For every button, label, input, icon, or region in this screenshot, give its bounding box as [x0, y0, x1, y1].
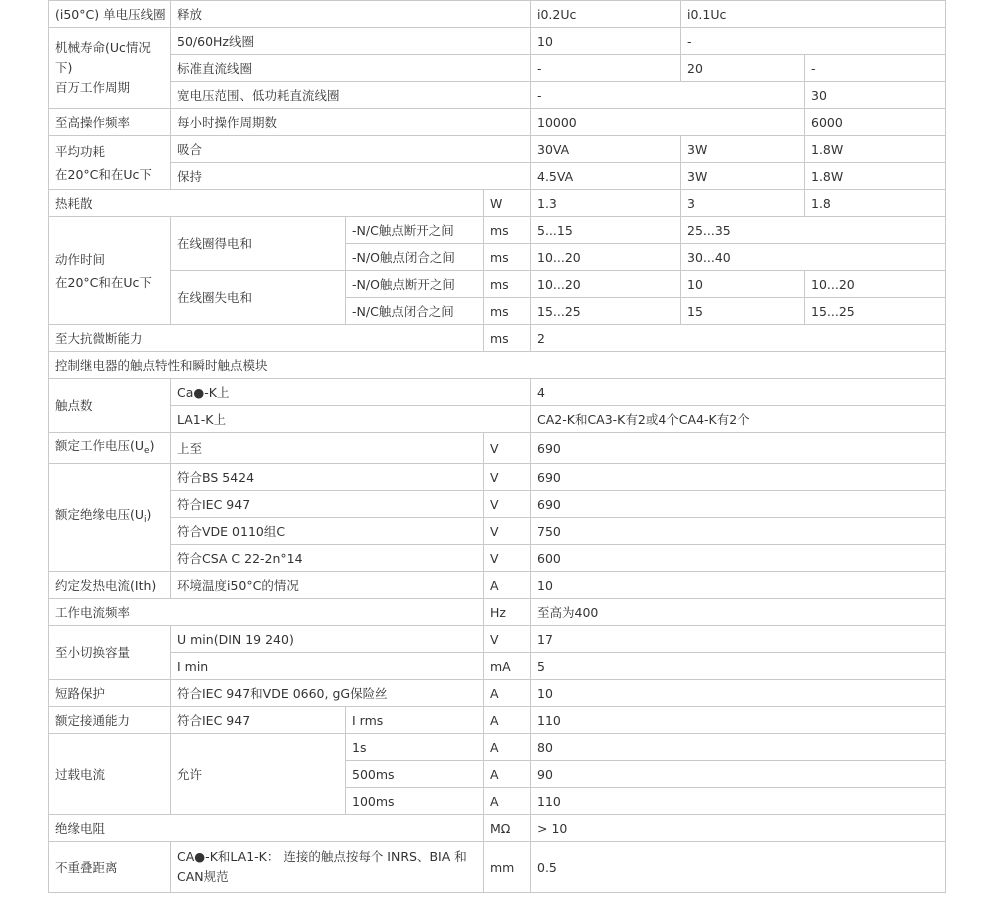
unit-cell: A [484, 572, 531, 599]
table-row [49, 572, 946, 599]
row-label: 绝缘电阻 [49, 815, 484, 842]
value-cell: 90 [531, 761, 946, 788]
unit-cell: A [484, 788, 531, 815]
row-name: I min [171, 653, 484, 680]
value-cell: i0.1Uc [681, 1, 946, 28]
row-name: 在线圈失电和 [171, 271, 346, 325]
value-cell: 3W [681, 136, 805, 163]
table-row [49, 82, 946, 109]
value-cell: 0.5 [531, 842, 946, 893]
value-cell: 1.8W [805, 163, 946, 190]
table-row [49, 491, 946, 518]
row-name: 释放 [171, 1, 531, 28]
value-cell: 10 [531, 28, 681, 55]
row-name: 符合VDE 0110组C [171, 518, 484, 545]
row-label: 触点数 [49, 379, 171, 433]
value-cell: 10 [681, 271, 805, 298]
value-cell: 15...25 [531, 298, 681, 325]
row-name: 符合IEC 947 [171, 707, 346, 734]
row-name: 符合IEC 947和VDE 0660, gG保险丝 [171, 680, 484, 707]
unit-cell: V [484, 626, 531, 653]
unit-cell: mA [484, 653, 531, 680]
value-cell: 80 [531, 734, 946, 761]
value-cell: 5 [531, 653, 946, 680]
value-cell: 4.5VA [531, 163, 681, 190]
row-label: 至高操作频率 [49, 109, 171, 136]
row-name: 符合BS 5424 [171, 464, 484, 491]
unit-cell: V [484, 545, 531, 572]
value-cell: 30 [805, 82, 946, 109]
value-cell: 1.3 [531, 190, 681, 217]
row-label [49, 464, 171, 572]
value-cell: 30...40 [681, 244, 946, 271]
row-label: 过载电流 [49, 734, 171, 815]
label-subscript: i [144, 515, 147, 525]
value-cell: 10...20 [531, 271, 681, 298]
row-subname: 500ms [346, 761, 484, 788]
table-row [49, 734, 946, 761]
value-cell: i0.2Uc [531, 1, 681, 28]
value-cell: 690 [531, 491, 946, 518]
row-name: 保持 [171, 163, 531, 190]
row-name: 吸合 [171, 136, 531, 163]
value-cell: 10000 [531, 109, 805, 136]
row-subname: -N/O触点闭合之间 [346, 244, 484, 271]
table-row [49, 815, 946, 842]
table-row [49, 464, 946, 491]
table-row [49, 707, 946, 734]
value-cell: 5...15 [531, 217, 681, 244]
row-label: 至大抗微断能力 [49, 325, 484, 352]
row-name: Ca●-K上 [171, 379, 531, 406]
row-name: 宽电压范围、低功耗直流线圈 [171, 82, 531, 109]
label-tail: ) [146, 507, 152, 522]
table-row [49, 28, 946, 55]
unit-cell: A [484, 680, 531, 707]
row-name: 允许 [171, 734, 346, 815]
table-row [49, 842, 946, 893]
table-row [49, 379, 946, 406]
value-cell: 至高为400 [531, 599, 946, 626]
value-cell: - [531, 55, 681, 82]
value-cell: CA2-K和CA3-K有2或4个CA4-K有2个 [531, 406, 946, 433]
section-title: 控制继电器的触点特性和瞬时触点模块 [49, 352, 946, 379]
label-text: 额定绝缘电压(U [55, 507, 145, 522]
unit-cell: V [484, 464, 531, 491]
unit-cell: ms [484, 325, 531, 352]
value-cell: 600 [531, 545, 946, 572]
row-name: CA●-K和LA1-K： 连接的触点按每个 INRS、BIA 和 CAN规范 [171, 842, 484, 893]
row-name: 每小时操作周期数 [171, 109, 531, 136]
row-label: 短路保护 [49, 680, 171, 707]
unit-cell: W [484, 190, 531, 217]
table-row [49, 653, 946, 680]
table-row [49, 406, 946, 433]
row-label: 额定接通能力 [49, 707, 171, 734]
unit-cell: MΩ [484, 815, 531, 842]
row-name: 上至 [171, 433, 484, 464]
table-row [49, 109, 946, 136]
unit-cell: ms [484, 217, 531, 244]
value-cell: 10 [531, 680, 946, 707]
value-cell: 1.8W [805, 136, 946, 163]
value-cell: 110 [531, 788, 946, 815]
unit-cell: mm [484, 842, 531, 893]
row-label: 不重叠距离 [49, 842, 171, 893]
table-row [49, 545, 946, 572]
value-cell: 10...20 [805, 271, 946, 298]
unit-cell: Hz [484, 599, 531, 626]
row-subname: -N/O触点断开之间 [346, 271, 484, 298]
row-label: 至小切换容量 [49, 626, 171, 680]
row-name: 50/60Hz线圈 [171, 28, 531, 55]
row-name: 标准直流线圈 [171, 55, 531, 82]
row-subname: I rms [346, 707, 484, 734]
unit-cell: ms [484, 271, 531, 298]
value-cell: - [681, 28, 946, 55]
row-label [49, 433, 171, 464]
unit-cell: A [484, 761, 531, 788]
value-cell: 3W [681, 163, 805, 190]
table-row [49, 163, 946, 190]
unit-cell: V [484, 433, 531, 464]
row-label: (i50°C) 单电压线圈 [49, 1, 171, 28]
row-label: 机械寿命(Uc情况下) 百万工作周期 [49, 28, 171, 109]
value-cell: 30VA [531, 136, 681, 163]
value-cell: 1.8 [805, 190, 946, 217]
row-name: 环境温度i50°C的情况 [171, 572, 484, 599]
label-subscript: e [144, 445, 150, 456]
row-subname: -N/C触点断开之间 [346, 217, 484, 244]
spec-table [48, 0, 946, 893]
table-row [49, 325, 946, 352]
table-row [49, 352, 946, 379]
value-cell: 750 [531, 518, 946, 545]
row-label: 约定发热电流(Ith) [49, 572, 171, 599]
unit-cell: ms [484, 298, 531, 325]
value-cell: 2 [531, 325, 946, 352]
value-cell: 10...20 [531, 244, 681, 271]
row-name: LA1-K上 [171, 406, 531, 433]
value-cell: > 10 [531, 815, 946, 842]
unit-cell: ms [484, 244, 531, 271]
table-row [49, 190, 946, 217]
table-row [49, 55, 946, 82]
value-cell: 690 [531, 464, 946, 491]
table-row [49, 680, 946, 707]
table-row [49, 626, 946, 653]
row-name: 符合IEC 947 [171, 491, 484, 518]
value-cell: - [805, 55, 946, 82]
value-cell: - [531, 82, 805, 109]
row-label: 动作时间 在20°C和在Uc下 [49, 217, 171, 325]
table-row [49, 1, 946, 28]
value-cell: 4 [531, 379, 946, 406]
label-text: 额定工作电压(U [55, 437, 145, 453]
row-label: 工作电流频率 [49, 599, 484, 626]
row-subname: -N/C触点闭合之间 [346, 298, 484, 325]
row-name: U min(DIN 19 240) [171, 626, 484, 653]
unit-cell: A [484, 707, 531, 734]
value-cell: 17 [531, 626, 946, 653]
row-label: 热耗散 [49, 190, 484, 217]
unit-cell: V [484, 491, 531, 518]
value-cell: 10 [531, 572, 946, 599]
table-row [49, 136, 946, 163]
value-cell: 20 [681, 55, 805, 82]
value-cell: 6000 [805, 109, 946, 136]
row-name: 在线圈得电和 [171, 217, 346, 271]
value-cell: 3 [681, 190, 805, 217]
value-cell: 15...25 [805, 298, 946, 325]
value-cell: 690 [531, 433, 946, 464]
value-cell: 25...35 [681, 217, 946, 244]
row-subname: 1s [346, 734, 484, 761]
row-label: 平均功耗 在20°C和在Uc下 [49, 136, 171, 190]
table-row [49, 271, 946, 298]
table-row [49, 433, 946, 464]
table-row [49, 217, 946, 244]
row-subname: 100ms [346, 788, 484, 815]
value-cell: 110 [531, 707, 946, 734]
unit-cell: A [484, 734, 531, 761]
table-row [49, 599, 946, 626]
value-cell: 15 [681, 298, 805, 325]
unit-cell: V [484, 518, 531, 545]
row-name: 符合CSA C 22-2n°14 [171, 545, 484, 572]
label-tail: ) [149, 437, 155, 453]
table-row [49, 518, 946, 545]
